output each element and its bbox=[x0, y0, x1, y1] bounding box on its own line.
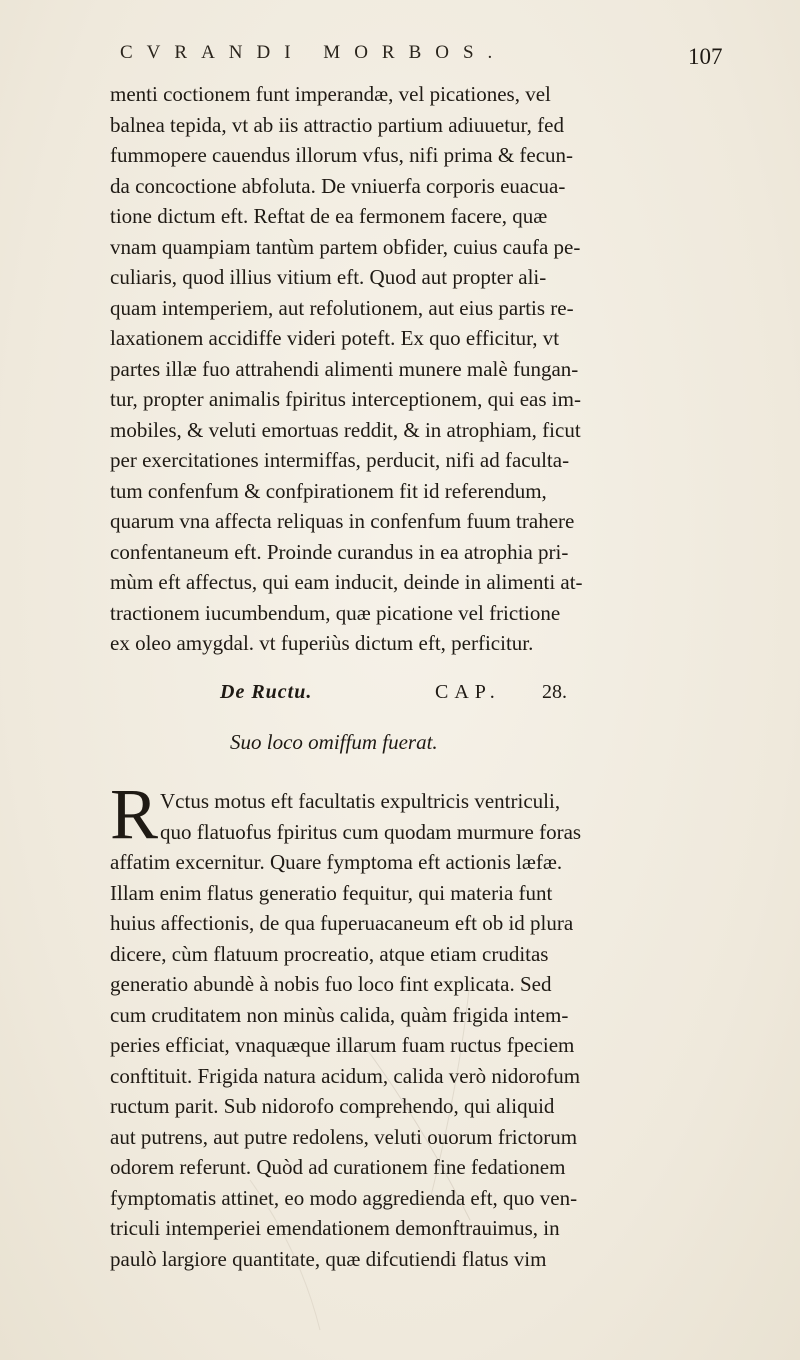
text-block-top bbox=[110, 79, 715, 659]
text-line: affatim excernitur. Quare fymptoma eft actionis læfæ. bbox=[110, 850, 563, 874]
text-line: fummopere cauendus illorum vfus, nifi prima & fecun- bbox=[110, 143, 574, 167]
drop-capital: R bbox=[110, 774, 159, 854]
text-line: confentaneum eft. Proinde curandus in ea atrophia pri- bbox=[110, 539, 569, 564]
text-line: tione dictum eft. Reftat de ea fermonem facere, quæ bbox=[110, 204, 548, 228]
text-line: huius affectionis, de qua fuperuacaneum eft ob id plura bbox=[110, 911, 574, 935]
text-line: quam intemperiem, aut refolutionem, aut eius partis re- bbox=[110, 295, 574, 320]
text-line: per exercitationes intermiffas, perducit, nifi ad faculta- bbox=[110, 448, 570, 472]
text-line: quarum vna affecta reliquas in confenfum fuum trahere bbox=[110, 509, 575, 533]
text-line: laxationem accidiffe videri poteft. Ex quo efficitur, vt bbox=[110, 326, 560, 350]
text-line: partes illæ fuo attrahendi alimenti munere malè fungan- bbox=[110, 356, 579, 381]
text-line: tum confenfum & confpirationem fit id referendum, bbox=[110, 478, 547, 503]
text-line: Illam enim flatus generatio fequitur, qui materia funt bbox=[110, 880, 553, 905]
text-line: aut putrens, aut putre redolens, veluti ouorum frictorum bbox=[110, 1124, 578, 1149]
text-line: vnam quampiam tantùm partem obfider, cuius caufa pe- bbox=[110, 234, 581, 259]
text-line: odorem referunt. Quòd ad curationem fine fedationem bbox=[110, 1155, 566, 1179]
text-line: mobiles, & veluti emortuas reddit, & in atrophiam, ficut bbox=[110, 417, 581, 442]
chapter-title: De Ructu. bbox=[220, 681, 313, 703]
text-line: dicere, cùm flatuum procreatio, atque etiam cruditas bbox=[110, 941, 549, 966]
text-line: mùm eft affectus, qui eam inducit, deinde in alimenti at- bbox=[110, 570, 583, 594]
text-line: menti coctionem funt imperandæ, vel picationes, vel bbox=[110, 82, 551, 106]
chapter-label: CAP. bbox=[435, 681, 501, 703]
chapter-number: 28. bbox=[542, 681, 567, 703]
text-line: Vctus motus eft facultatis expultricis ventriculi, bbox=[160, 789, 561, 813]
text-line: tractionem iucumbendum, quæ picatione vel frictione bbox=[110, 600, 561, 625]
text-line: conftituit. Frigida natura acidum, calida verò nidorofum bbox=[110, 1063, 581, 1088]
text-line: generatio abundè à nobis fuo loco fint explicata. Sed bbox=[110, 972, 552, 996]
text-line: peries efficiat, vnaquæque illarum fuam ructus fpeciem bbox=[110, 1033, 575, 1057]
text-line: culiaris, quod illius vitium eft. Quod aut propter ali- bbox=[110, 265, 547, 289]
chapter-note: Suo loco omiffum fuerat. bbox=[230, 730, 438, 754]
text-line: paulò largiore quantitate, quæ difcutiendi flatus vim bbox=[110, 1246, 547, 1271]
text-line: triculi intemperiei emendationem demonftrauimus, in bbox=[110, 1216, 560, 1240]
chapter-heading bbox=[220, 681, 700, 704]
text-line: cum cruditatem non minùs calida, quàm frigida intem- bbox=[110, 1002, 569, 1027]
text-line: quo flatuofus fpiritus cum quodam murmure foras bbox=[160, 819, 582, 844]
running-head: CVRANDI MORBOS. bbox=[120, 42, 507, 63]
text-line: tur, propter animalis fpiritus interceptionem, qui eas im- bbox=[110, 387, 581, 411]
text-line: da concoctione abfoluta. De vniuerfa corporis euacua- bbox=[110, 173, 566, 198]
text-line: fymptomatis attinet, eo modo aggredienda eft, quo ven- bbox=[110, 1185, 578, 1210]
text-line: ructum parit. Sub nidorofo comprehendo, qui aliquid bbox=[110, 1094, 555, 1118]
text-line: ex oleo amygdal. vt fuperiùs dictum eft, perficitur. bbox=[110, 631, 534, 655]
text-line: balnea tepida, vt ab iis attractio partium adiuuetur, fed bbox=[110, 112, 564, 137]
text-block-bottom bbox=[110, 774, 715, 1274]
page-number: 107 bbox=[688, 44, 723, 69]
